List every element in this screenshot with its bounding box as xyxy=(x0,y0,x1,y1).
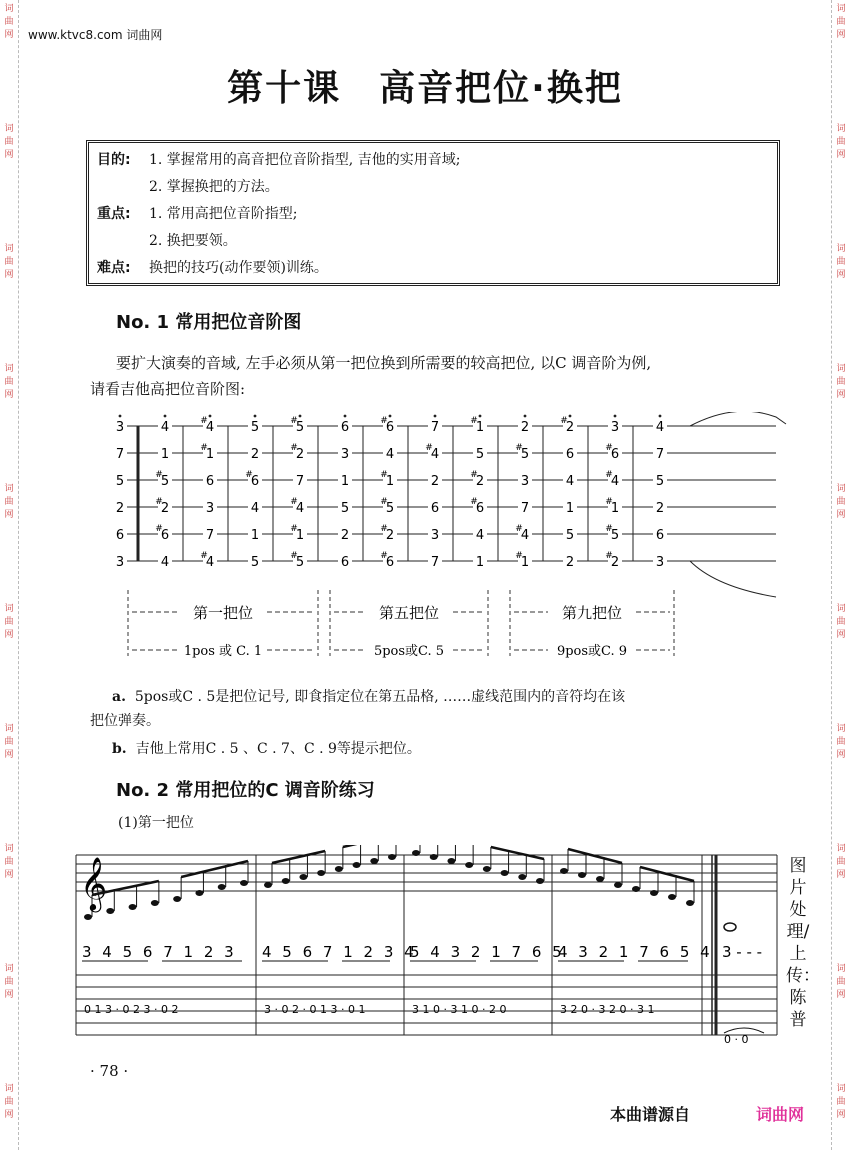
fret-note: 7 xyxy=(430,555,440,570)
note-b-label: b. xyxy=(112,741,127,757)
side-watermark-char: 曲 xyxy=(836,1097,846,1107)
fret-note: 5 xyxy=(655,474,665,489)
left-watermark-strip xyxy=(0,0,19,1150)
fret-note: 6 xyxy=(250,474,260,489)
goal-1: 1. 掌握常用的高音把位音阶指型, 吉他的实用音域; xyxy=(149,152,461,168)
fret-note: 1 xyxy=(295,528,305,543)
side-watermark-char: 网 xyxy=(836,990,846,1000)
footer-source: 本曲谱源自 xyxy=(610,1105,691,1124)
note-head xyxy=(430,854,438,860)
site-watermark: www.ktvc8.com 词曲网 xyxy=(28,28,163,42)
sharp-sign: # xyxy=(245,470,253,480)
sharp-sign: # xyxy=(200,443,208,453)
goal-label: 目的: xyxy=(97,152,131,168)
side-watermark-char: 词 xyxy=(836,244,846,254)
note-head xyxy=(650,890,658,896)
fret-note: 6 xyxy=(385,420,395,435)
jianpu-notes: 4 3 2 1 7 6 5 4 xyxy=(558,943,713,961)
fret-note: 1 xyxy=(205,447,215,462)
key-1: 1. 常用高把位音阶指型; xyxy=(149,206,298,222)
tab-numbers: 3 · 0 2 · 0 1 3 · 0 1 xyxy=(264,1003,366,1016)
side-watermark-char: 网 xyxy=(836,270,846,280)
jianpu-notes: 5 4 3 2 1 7 6 5 xyxy=(410,943,565,961)
fret-note: 4 xyxy=(205,555,215,570)
sharp-sign: # xyxy=(290,524,298,534)
note-head xyxy=(151,900,159,906)
side-watermark-char: 曲 xyxy=(4,17,14,27)
fret-note: 5 xyxy=(295,420,305,435)
section1-heading: No. 1 常用把位音阶图 xyxy=(116,312,302,333)
fret-note: 4 xyxy=(565,474,575,489)
sharp-sign: # xyxy=(380,470,388,480)
fret-note: 5 xyxy=(250,420,260,435)
side-watermark-char: 曲 xyxy=(4,857,14,867)
goal-2: 2. 掌握换把的方法。 xyxy=(149,179,279,195)
note-head xyxy=(501,870,509,876)
high-octave-dot xyxy=(119,415,122,418)
side-watermark-char: 曲 xyxy=(4,257,14,267)
high-octave-dot xyxy=(434,415,437,418)
high-octave-dot xyxy=(209,415,212,418)
note-head xyxy=(240,880,248,886)
fret-note: 2 xyxy=(565,555,575,570)
fret-note: 6 xyxy=(610,447,620,462)
side-watermark-char: 词 xyxy=(836,964,846,974)
fret-note: 4 xyxy=(160,420,170,435)
note-head xyxy=(668,894,676,900)
difficulty-text: 换把的技巧(动作要领)训练。 xyxy=(149,260,328,276)
fret-note: 2 xyxy=(160,501,170,516)
note-head xyxy=(317,870,325,876)
side-watermark-char: 网 xyxy=(4,750,14,760)
side-watermark-char: 网 xyxy=(4,390,14,400)
high-octave-dot xyxy=(479,415,482,418)
section2-sub: (1)第一把位 xyxy=(118,815,194,831)
beam xyxy=(491,847,544,859)
side-watermark-char: 词 xyxy=(836,724,846,734)
position-name: 第五把位 xyxy=(378,604,440,622)
note-head xyxy=(518,874,526,880)
high-octave-dot xyxy=(569,415,572,418)
high-octave-dot xyxy=(344,415,347,418)
fret-note: 4 xyxy=(160,555,170,570)
side-watermark-char: 网 xyxy=(4,630,14,640)
side-watermark-char: 曲 xyxy=(4,137,14,147)
note-head xyxy=(447,858,455,864)
footer-site: 词曲网 xyxy=(756,1105,805,1124)
fret-note: 3 xyxy=(430,528,440,543)
fret-note: 6 xyxy=(160,528,170,543)
section1-para-2: 请看吉他高把位音阶图: xyxy=(90,380,246,398)
note-head xyxy=(686,900,694,906)
fret-note: 3 xyxy=(340,447,350,462)
fret-note: 2 xyxy=(655,501,665,516)
position-code: 9pos或C. 9 xyxy=(556,644,628,659)
sharp-sign: # xyxy=(200,416,208,426)
side-watermark-char: 网 xyxy=(4,270,14,280)
note-a-line1 xyxy=(112,686,625,706)
side-watermark-char: 网 xyxy=(836,30,846,40)
fret-note: 6 xyxy=(385,555,395,570)
fret-note: 5 xyxy=(340,501,350,516)
fret-note: 4 xyxy=(385,447,395,462)
note-head xyxy=(578,872,586,878)
side-watermark-char: 网 xyxy=(4,870,14,880)
tab-numbers: 0 1 3 · 0 2 3 · 0 2 xyxy=(84,1003,179,1016)
difficulty-label: 难点: xyxy=(97,260,131,276)
fret-note: 1 xyxy=(475,420,485,435)
side-watermark-char: 词 xyxy=(4,604,14,614)
note-head xyxy=(129,904,137,910)
beam xyxy=(272,851,325,863)
tab-numbers: 3 1 0 · 3 1 0 · 2 0 xyxy=(412,1003,507,1016)
fret-note: 1 xyxy=(340,474,350,489)
treble-clef: 𝄞 xyxy=(80,856,108,910)
high-octave-dot xyxy=(389,415,392,418)
side-watermark-char: 词 xyxy=(4,364,14,374)
jianpu-notes: 3 4 5 6 7 1 2 3 xyxy=(82,943,237,961)
side-watermark-char: 词 xyxy=(836,364,846,374)
fret-note: 5 xyxy=(160,474,170,489)
page-number: · 78 · xyxy=(90,1062,129,1080)
fret-note: 3 xyxy=(115,420,125,435)
fret-note: 4 xyxy=(520,528,530,543)
position-name: 第一把位 xyxy=(192,604,254,622)
side-watermark-char: 曲 xyxy=(836,737,846,747)
fret-note: 4 xyxy=(655,420,665,435)
side-watermark-char: 词 xyxy=(4,724,14,734)
fret-note: 1 xyxy=(385,474,395,489)
fret-note: 1 xyxy=(160,447,170,462)
fret-note: 6 xyxy=(205,474,215,489)
side-watermark-char: 网 xyxy=(836,1110,846,1120)
note-head xyxy=(632,886,640,892)
side-watermark-char: 词 xyxy=(4,1084,14,1094)
note-head xyxy=(282,878,290,884)
side-watermark-char: 曲 xyxy=(836,857,846,867)
sharp-sign: # xyxy=(605,497,613,507)
side-watermark-char: 曲 xyxy=(836,257,846,267)
beam xyxy=(568,849,622,863)
note-head xyxy=(335,866,343,872)
note-head xyxy=(465,862,473,868)
fret-note: 3 xyxy=(205,501,215,516)
position-name: 第九把位 xyxy=(561,604,623,622)
note-head xyxy=(218,884,226,890)
sharp-sign: # xyxy=(470,470,478,480)
side-watermark-char: 词 xyxy=(4,964,14,974)
high-octave-dot xyxy=(659,415,662,418)
side-watermark-char: 曲 xyxy=(836,977,846,987)
side-watermark-char: 词 xyxy=(4,4,14,14)
side-watermark-char: 词 xyxy=(4,244,14,254)
note-head xyxy=(596,876,604,882)
fret-note: 2 xyxy=(115,501,125,516)
beam xyxy=(181,861,248,877)
fret-note: 7 xyxy=(205,528,215,543)
side-watermark-char: 网 xyxy=(836,390,846,400)
fret-note: 1 xyxy=(610,501,620,516)
fret-note: 4 xyxy=(430,447,440,462)
fret-note: 7 xyxy=(655,447,665,462)
side-watermark-char: 网 xyxy=(4,510,14,520)
fret-note: 2 xyxy=(250,447,260,462)
side-watermark-char: 网 xyxy=(4,990,14,1000)
note-a-text: 5pos或C . 5是把位记号, 即食指定位在第五品格, ……虚线范围内的音符均在该 xyxy=(134,689,626,705)
side-watermark-char: 网 xyxy=(836,750,846,760)
fret-note: 7 xyxy=(520,501,530,516)
note-b xyxy=(112,738,421,758)
note-head xyxy=(536,878,544,884)
fret-note: 2 xyxy=(295,447,305,462)
note-head xyxy=(264,882,272,888)
section1-para-1: 要扩大演奏的音域, 左手必须从第一把位换到所需要的较高把位, 以C 调音阶为例, xyxy=(116,354,652,372)
side-watermark-char: 词 xyxy=(4,844,14,854)
tab-numbers: 3 2 0 · 3 2 0 · 3 1 xyxy=(560,1003,655,1016)
fret-note: 6 xyxy=(340,555,350,570)
note-head xyxy=(560,868,568,874)
fret-note: 5 xyxy=(115,474,125,489)
beam xyxy=(343,845,396,847)
section2-heading: No. 2 常用把位的C 调音阶练习 xyxy=(116,780,375,801)
high-octave-dot xyxy=(524,415,527,418)
sharp-sign: # xyxy=(290,551,298,561)
fret-note: 3 xyxy=(115,555,125,570)
fret-note: 5 xyxy=(475,447,485,462)
side-watermark-char: 词 xyxy=(836,844,846,854)
fret-note: 2 xyxy=(475,474,485,489)
high-octave-dot xyxy=(254,415,257,418)
notation-tab-staff xyxy=(72,845,784,1050)
sharp-sign: # xyxy=(605,443,613,453)
side-watermark-char: 曲 xyxy=(4,497,14,507)
fret-note: 2 xyxy=(565,420,575,435)
fret-note: 6 xyxy=(430,501,440,516)
sharp-sign: # xyxy=(290,416,298,426)
sharp-sign: # xyxy=(155,524,163,534)
note-head xyxy=(353,862,361,868)
high-octave-dot xyxy=(164,415,167,418)
sharp-sign: # xyxy=(380,551,388,561)
note-head xyxy=(173,896,181,902)
side-watermark-char: 曲 xyxy=(836,377,846,387)
sharp-sign: # xyxy=(290,497,298,507)
fret-note: 4 xyxy=(295,501,305,516)
fret-note: 5 xyxy=(250,555,260,570)
fret-note: 7 xyxy=(115,447,125,462)
sharp-sign: # xyxy=(605,470,613,480)
side-watermark-char: 网 xyxy=(4,150,14,160)
sharp-sign: # xyxy=(515,443,523,453)
fret-note: 7 xyxy=(430,420,440,435)
sharp-sign: # xyxy=(290,443,298,453)
fret-note: 1 xyxy=(250,528,260,543)
page-title: 第十课 高音把位·换把 xyxy=(227,68,623,109)
final-jianpu: 3 - - - xyxy=(722,943,763,961)
side-watermark-char: 曲 xyxy=(4,617,14,627)
note-head xyxy=(412,850,420,856)
jianpu-notes: 4 5 6 7 1 2 3 4 xyxy=(262,943,417,961)
note-head xyxy=(195,890,203,896)
side-watermark-char: 网 xyxy=(4,1110,14,1120)
sharp-sign: # xyxy=(470,416,478,426)
side-watermark-char: 曲 xyxy=(836,137,846,147)
fretboard-diagram xyxy=(96,412,796,672)
key-2: 2. 换把要领。 xyxy=(149,233,237,249)
fret-note: 3 xyxy=(520,474,530,489)
note-head xyxy=(483,866,491,872)
side-watermark-char: 词 xyxy=(836,484,846,494)
side-watermark-char: 曲 xyxy=(4,1097,14,1107)
note-b-text: 吉他上常用C . 5 、C . 7、C . 9等提示把位。 xyxy=(135,741,421,757)
sharp-sign: # xyxy=(470,497,478,507)
sharp-sign: # xyxy=(560,416,568,426)
position-code: 1pos 或 C. 1 xyxy=(183,644,263,659)
fret-note: 6 xyxy=(340,420,350,435)
fret-note: 4 xyxy=(250,501,260,516)
side-watermark-char: 网 xyxy=(836,870,846,880)
beam xyxy=(640,867,694,881)
side-watermark-char: 词 xyxy=(836,604,846,614)
sharp-sign: # xyxy=(425,443,433,453)
side-watermark-char: 词 xyxy=(4,124,14,134)
credit-text: 图片处理/上传：陈普 xyxy=(786,856,820,1030)
whole-note xyxy=(724,923,736,931)
sharp-sign: # xyxy=(200,551,208,561)
fret-note: 1 xyxy=(565,501,575,516)
fret-note: 5 xyxy=(610,528,620,543)
note-a-line2: 把位弹奏。 xyxy=(90,713,160,729)
sharp-sign: # xyxy=(515,551,523,561)
fret-note: 1 xyxy=(475,555,485,570)
fret-note: 6 xyxy=(115,528,125,543)
side-watermark-char: 曲 xyxy=(836,497,846,507)
note-head xyxy=(84,914,92,920)
sharp-sign: # xyxy=(380,497,388,507)
side-watermark-char: 网 xyxy=(4,30,14,40)
final-tab: 0 · 0 xyxy=(724,1033,749,1046)
side-watermark-char: 网 xyxy=(836,150,846,160)
fret-note: 7 xyxy=(295,474,305,489)
fret-note: 5 xyxy=(295,555,305,570)
side-watermark-char: 词 xyxy=(4,484,14,494)
fret-note: 6 xyxy=(475,501,485,516)
note-head xyxy=(299,874,307,880)
guitar-body-outline xyxy=(690,412,786,597)
note-head xyxy=(388,854,396,860)
fret-note: 4 xyxy=(205,420,215,435)
position-code: 5pos或C. 5 xyxy=(373,644,445,659)
fret-note: 1 xyxy=(520,555,530,570)
fret-note: 3 xyxy=(655,555,665,570)
fret-note: 5 xyxy=(565,528,575,543)
sharp-sign: # xyxy=(380,416,388,426)
fret-note: 4 xyxy=(610,474,620,489)
side-watermark-char: 网 xyxy=(836,630,846,640)
fret-note: 4 xyxy=(475,528,485,543)
objectives-box xyxy=(86,140,780,286)
fret-note: 3 xyxy=(610,420,620,435)
side-watermark-char: 曲 xyxy=(836,617,846,627)
fret-note: 2 xyxy=(340,528,350,543)
side-watermark-char: 曲 xyxy=(4,737,14,747)
side-watermark-char: 曲 xyxy=(4,977,14,987)
fret-note: 5 xyxy=(520,447,530,462)
high-octave-dot xyxy=(614,415,617,418)
sharp-sign: # xyxy=(380,524,388,534)
sharp-sign: # xyxy=(155,470,163,480)
note-head xyxy=(614,882,622,888)
fret-note: 2 xyxy=(430,474,440,489)
fret-note: 6 xyxy=(565,447,575,462)
side-watermark-char: 词 xyxy=(836,1084,846,1094)
high-octave-dot xyxy=(299,415,302,418)
note-a-label: a. xyxy=(112,689,126,705)
fret-note: 5 xyxy=(385,501,395,516)
key-label: 重点: xyxy=(97,206,131,222)
side-watermark-char: 曲 xyxy=(836,17,846,27)
side-watermark-char: 网 xyxy=(836,510,846,520)
side-watermark-char: 曲 xyxy=(4,377,14,387)
sharp-sign: # xyxy=(515,524,523,534)
note-head xyxy=(106,908,114,914)
side-watermark-char: 词 xyxy=(836,4,846,14)
sharp-sign: # xyxy=(155,497,163,507)
sharp-sign: # xyxy=(605,551,613,561)
fret-note: 2 xyxy=(520,420,530,435)
fret-note: 6 xyxy=(655,528,665,543)
right-watermark-strip xyxy=(831,0,850,1150)
fret-note: 2 xyxy=(610,555,620,570)
side-watermark-char: 词 xyxy=(836,124,846,134)
sharp-sign: # xyxy=(605,524,613,534)
fret-note: 2 xyxy=(385,528,395,543)
note-head xyxy=(370,858,378,864)
